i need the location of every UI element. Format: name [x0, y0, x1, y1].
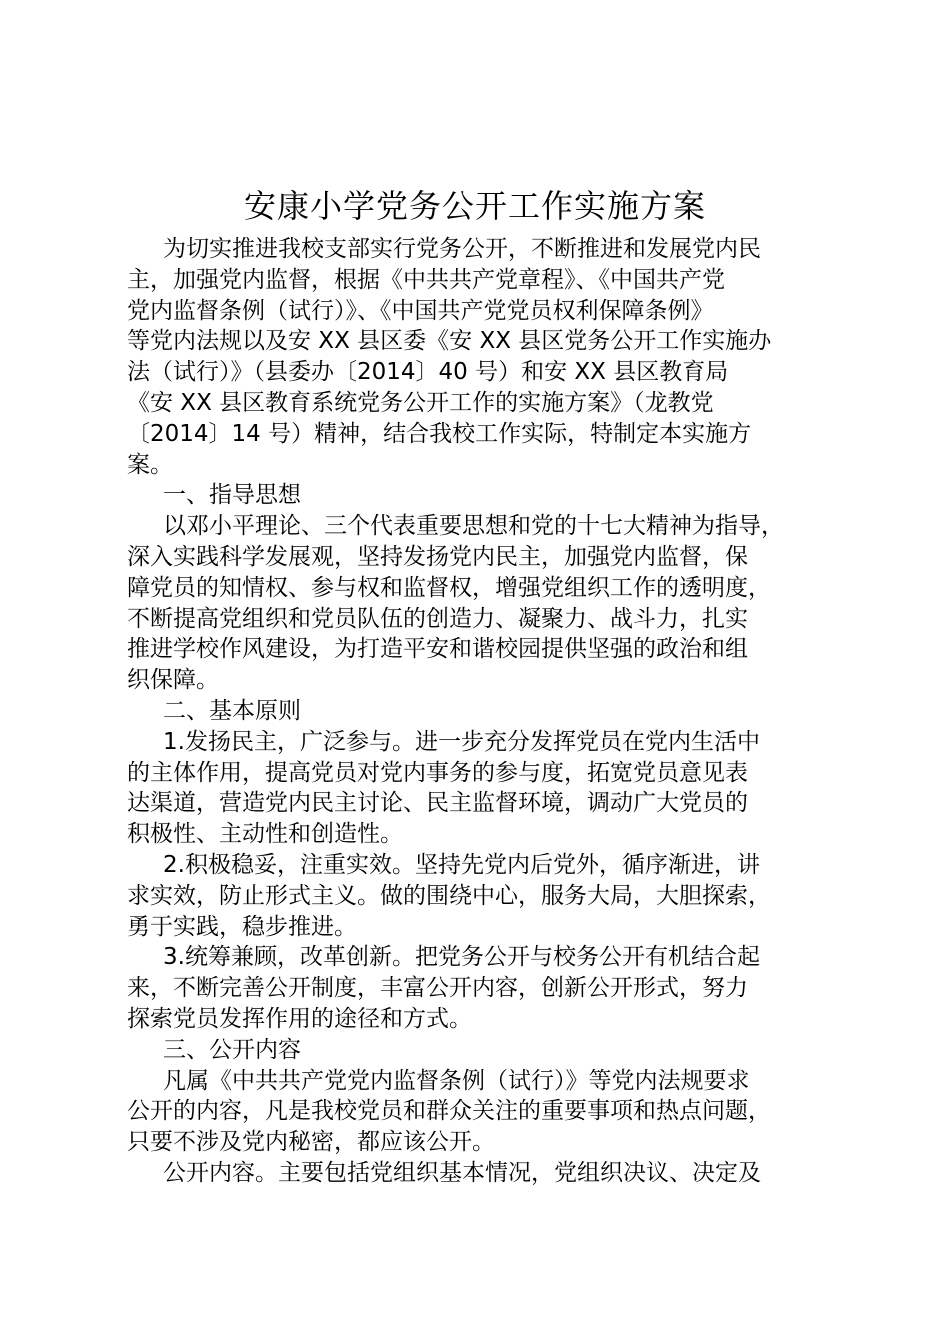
- body-line: 主，加强党内监督，根据《中共共产党章程》、《中国共产党: [127, 266, 725, 293]
- body-line: 〔2014〕14 号）精神，结合我校工作实际，特制定本实施方: [127, 420, 752, 447]
- body-line: 只要不涉及党内秘密，都应该公开。: [127, 1129, 495, 1156]
- body-line: 织保障。: [127, 667, 219, 694]
- body-line: 为切实推进我校支部实行党务公开，不断推进和发展党内民: [163, 236, 761, 262]
- body-line: 不断提高党组织和党员队伍的创造力、凝聚力、战斗力，扎实: [127, 605, 748, 632]
- body-line: 的主体作用，提高党员对党内事务的参与度，拓宽党员意见表: [127, 759, 748, 786]
- body-line: 党内监督条例（试行）》、《中国共产党党员权利保障条例》: [127, 297, 714, 324]
- body-line: 障党员的知情权、参与权和监督权，增强党组织工作的透明度，: [127, 574, 771, 601]
- body-line: 推进学校作风建设，为打造平安和谐校园提供坚强的政治和组: [127, 636, 748, 663]
- body-line: 探索党员发挥作用的途径和方式。: [127, 1005, 472, 1032]
- body-line: 公开的内容，凡是我校党员和群众关注的重要事项和热点问题，: [127, 1098, 771, 1125]
- body-line: 深入实践科学发展观，坚持发扬党内民主，加强党内监督，保: [127, 543, 748, 570]
- body-line: 公开内容。主要包括党组织基本情况，党组织决议、决定及: [163, 1159, 761, 1186]
- body-line: 三、公开内容: [163, 1036, 301, 1063]
- body-line: 法（试行）》（县委办〔2014〕40 号）和安 XX 县区教育局: [127, 359, 729, 386]
- body-line: 达渠道，营造党内民主讨论、民主监督环境，调动广大党员的: [127, 790, 748, 817]
- body-line: 案。: [127, 451, 173, 478]
- body-line: 求实效，防止形式主义。做的围绕中心，服务大局，大胆探索，: [127, 882, 771, 909]
- document-title: 安康小学党务公开工作实施方案: [243, 187, 706, 225]
- body-line: 来，不断完善公开制度，丰富公开内容，创新公开形式，努力: [127, 975, 748, 1002]
- body-line: 积极性、主动性和创造性。: [127, 821, 403, 848]
- body-line: 二、基本原则: [163, 697, 301, 724]
- document-body: [127, 234, 857, 1189]
- body-line: 2.积极稳妥，注重实效。坚持先党内后党外，循序渐进，讲: [163, 851, 760, 878]
- body-line: 等党内法规以及安 XX 县区委《安 XX 县区党务公开工作实施办: [127, 328, 772, 355]
- body-line: 3.统筹兼顾，改革创新。把党务公开与校务公开有机结合起: [163, 944, 760, 971]
- body-line: 以邓小平理论、三个代表重要思想和党的十七大精神为指导，: [163, 513, 784, 540]
- body-line: 《安 XX 县区教育系统党务公开工作的实施方案》（龙教党: [127, 389, 714, 416]
- body-line: 勇于实践，稳步推进。: [127, 913, 357, 940]
- body-line: 1.发扬民主，广泛参与。进一步充分发挥党员在党内生活中: [163, 728, 760, 755]
- body-line: 凡属《中共共产党党内监督条例（试行）》等党内法规要求: [163, 1067, 750, 1094]
- body-line: 一、指导思想: [163, 482, 301, 509]
